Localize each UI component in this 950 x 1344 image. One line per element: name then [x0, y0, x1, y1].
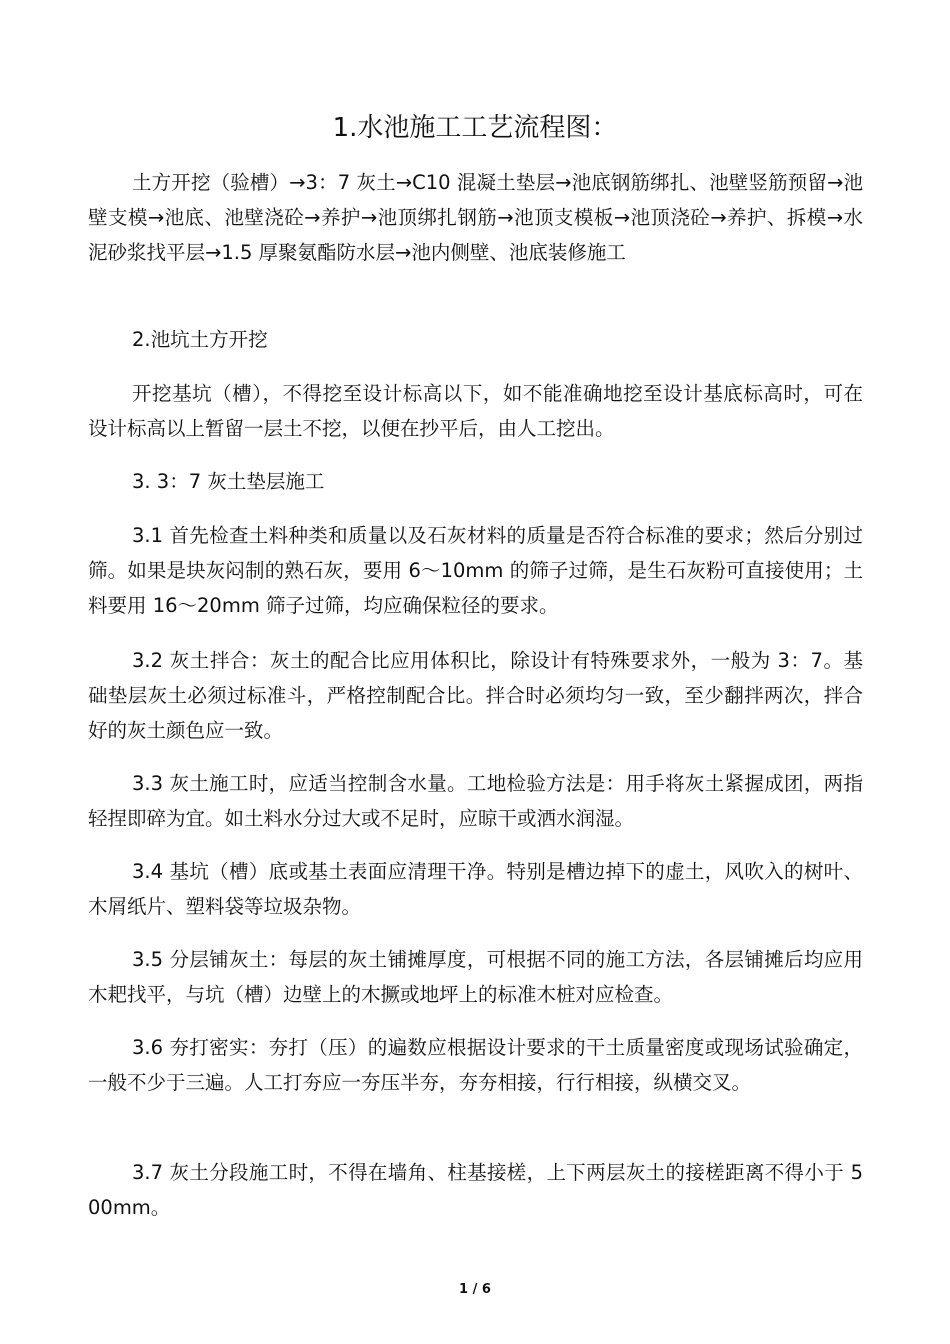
paragraph-3-7: 3.7 灰土分段施工时，不得在墙角、柱基接槎，上下两层灰土的接槎距离不得小于 500mm。 [88, 1161, 863, 1219]
paragraph-process-flow: 土方开挖（验槽）→3：7 灰土→C10 混凝土垫层→池底钢筋绑扎、池壁竖筋预留→池壁支模→池底、池壁浇砼→养护→池顶绑扎钢筋→池顶支模板→池顶浇砼→养护、拆模→水泥砂浆找平层→1.5 厚聚氨酯防水层→池内侧壁、池底装修施工 [88, 171, 863, 264]
page-title: 1.水池施工工艺流程图： [332, 113, 618, 143]
paragraph-heading-excavation: 2.池坑土方开挖 [132, 328, 268, 351]
paragraph-3-2: 3.2 灰土拌合：灰土的配合比应用体积比，除设计有特殊要求外，一般为 3：7。基础垫层灰土必须过标准斗，严格控制配合比。拌合时必须均匀一致，至少翻拌两次，拌合好的灰土颜色应一致。 [88, 649, 863, 742]
paragraph-3-4: 3.4 基坑（槽）底或基土表面应清理干净。特别是槽边掉下的虚土，风吹入的树叶、木屑纸片、塑料袋等垃圾杂物。 [88, 860, 863, 918]
page-number: 1 / 6 [459, 1282, 491, 1297]
paragraph-3-6: 3.6 夯打密实：夯打（压）的遍数应根据设计要求的干土质量密度或现场试验确定，一般不少于三遍。人工打夯应一夯压半夯，夯夯相接，行行相接，纵横交叉。 [88, 1036, 863, 1094]
paragraph-3-5: 3.5 分层铺灰土：每层的灰土铺摊厚度，可根据不同的施工方法，各层铺摊后均应用木耙找平，与坑（槽）边壁上的木撅或地坪上的标准木桩对应检查。 [88, 948, 863, 1006]
paragraph-3-1: 3.1 首先检查土料种类和质量以及石灰材料的质量是否符合标准的要求；然后分别过筛。如果是块灰闷制的熟石灰，要用 6～10mm 的筛子过筛，是生石灰粉可直接使用；土料要用 16～20mm 筛子过筛，均应确保粒径的要求。 [88, 524, 863, 617]
paragraph-3-3: 3.3 灰土施工时，应适当控制含水量。工地检验方法是：用手将灰土紧握成团，两指轻捏即碎为宜。如土料水分过大或不足时，应晾干或洒水润湿。 [88, 772, 863, 830]
paragraph-heading-lime-soil: 3. 3：7 灰土垫层施工 [132, 470, 325, 493]
paragraph-excavation: 开挖基坑（槽），不得挖至设计标高以下，如不能准确地挖至设计基底标高时，可在设计标高以上暂留一层土不挖，以便在抄平后，由人工挖出。 [88, 382, 863, 440]
